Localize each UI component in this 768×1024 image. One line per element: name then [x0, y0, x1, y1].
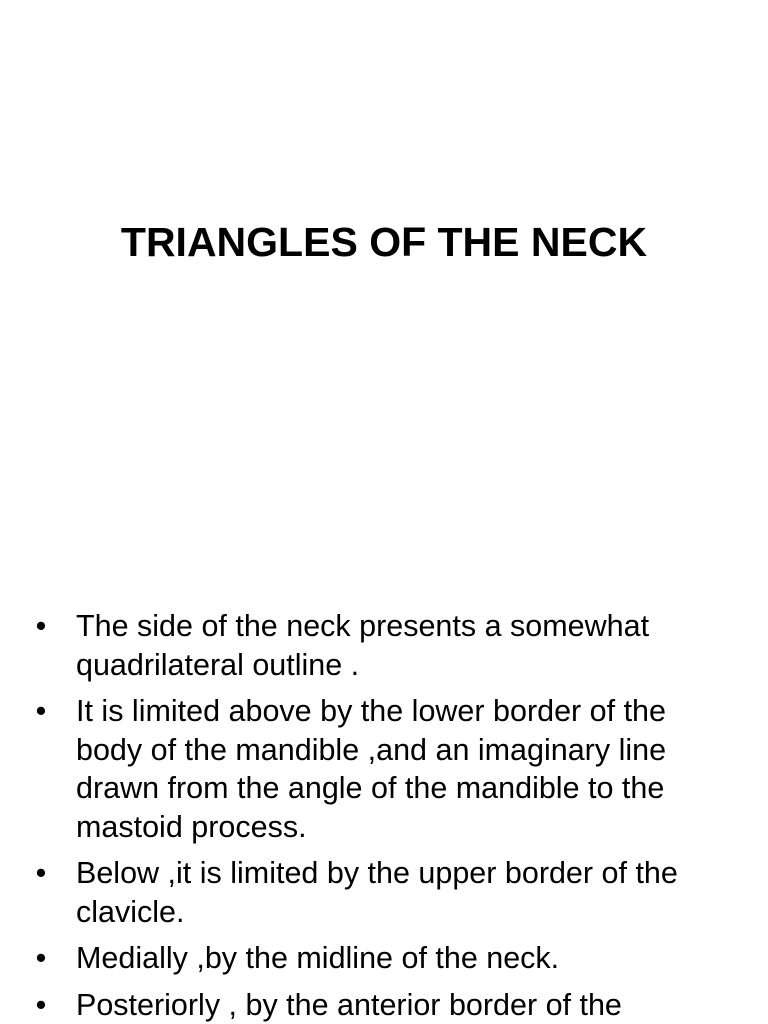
bullet-text: Posteriorly , by the anterior border of the [76, 987, 622, 1022]
slide-title: TRIANGLES OF THE NECK [120, 219, 648, 265]
bullet-text: The side of the neck presents a somewhat quadrilateral outline . [76, 609, 650, 682]
bullet-item [26, 854, 736, 931]
bullet-text: Below ,it is limited by the upper border of the clavicle. [76, 856, 678, 929]
bullet-item [26, 939, 736, 978]
bullet-text: Medially ,by the midline of the neck. [76, 941, 560, 975]
bullet-icon: • [35, 856, 47, 890]
bullet-icon: • [35, 987, 47, 1022]
bullet-list [26, 607, 736, 1024]
bullet-icon: • [35, 694, 47, 728]
bullet-item [26, 607, 736, 684]
bullet-icon: • [35, 609, 47, 643]
bullet-text: It is limited above by the lower border of the body of the mandible ,and an imaginary line drawn from the angle of the mandible to the mastoid process. [76, 694, 667, 844]
bullet-item [26, 986, 736, 1024]
bullet-item [26, 692, 736, 846]
bullet-icon: • [35, 941, 47, 975]
